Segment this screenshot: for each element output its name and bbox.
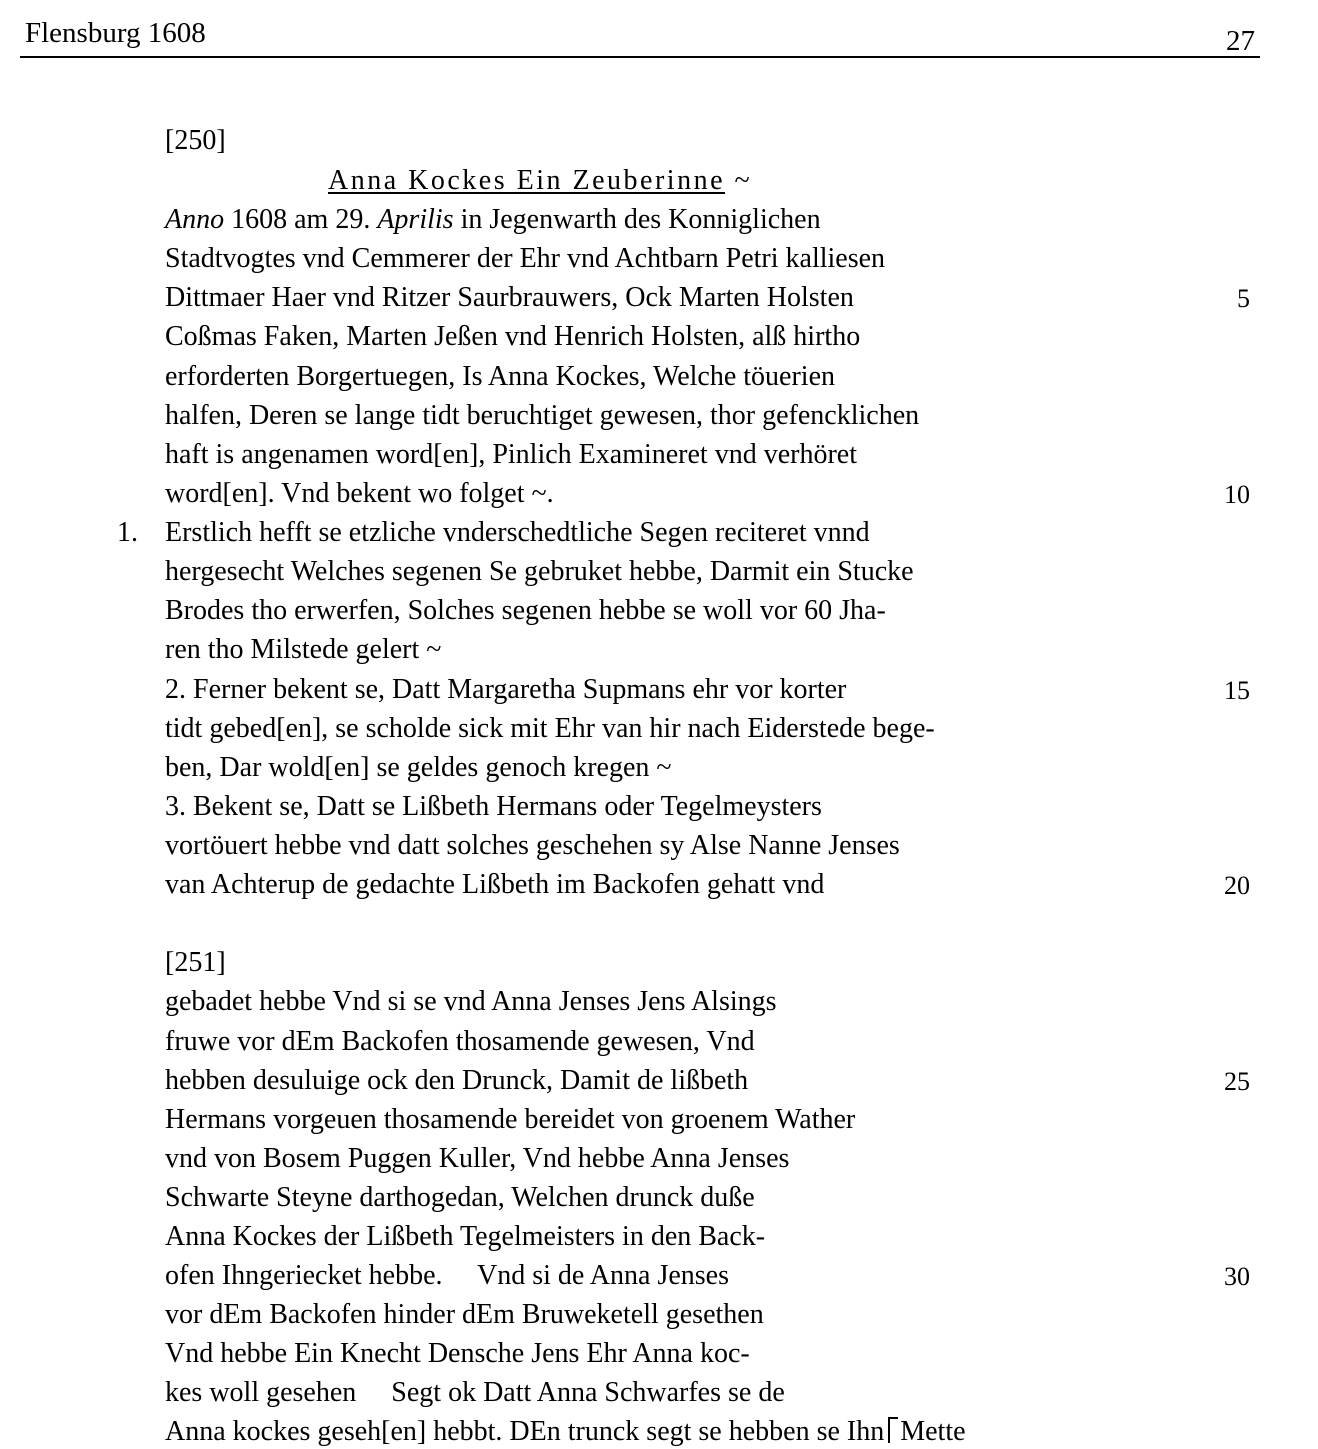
text-line: Brodes tho erwerfen, Solches segenen hebbe se woll vor 60 Jha- bbox=[165, 595, 886, 626]
text-line: Stadtvogtes vnd Cemmerer der Ehr vnd Achtbarn Petri kalliesen bbox=[165, 243, 886, 274]
line-number: 5 bbox=[1237, 284, 1250, 313]
line-number: 10 bbox=[1224, 480, 1250, 509]
text-line: Dittmaer Haer vnd Ritzer Saurbrauwers, Ock Marten Holsten bbox=[165, 282, 854, 313]
text-line: Schwarte Steyne darthogedan, Welchen drunck duße bbox=[165, 1182, 755, 1213]
list-number: 1. bbox=[117, 517, 138, 548]
text-line: ofen Ihngeriecket hebbe. Vnd si de Anna Jenses bbox=[165, 1260, 729, 1291]
text-line: vnd von Bosem Puggen Kuller, Vnd hebbe Anna Jenses bbox=[165, 1143, 790, 1174]
line-segment: 1608 am 29. bbox=[224, 204, 378, 235]
text-line: halfen, Deren se lange tidt beruchtiget gewesen, thor gefencklichen bbox=[165, 400, 920, 431]
line-segment: in Jegenwarth des Konniglichen bbox=[453, 204, 821, 235]
text-line: vortöuert hebbe vnd datt solches geschehen sy Alse Nanne Jenses bbox=[165, 830, 900, 861]
text-line: hergesecht Welches segenen Se gebruket hebbe, Darmit ein Stucke bbox=[165, 556, 914, 587]
document-title bbox=[328, 164, 752, 198]
header-title: Flensburg 1608 bbox=[25, 17, 206, 49]
anno-word: Anno bbox=[165, 204, 225, 235]
text-line: ben, Dar wold[en] se geldes genoch kregen ~ bbox=[165, 752, 672, 783]
text-line: Erstlich hefft se etzliche vnderschedtliche Segen reciteret vnnd bbox=[165, 517, 870, 548]
line-segment: Anna kockes geseh[en] hebbt. DEn trunck segt se hebben se Ihn bbox=[165, 1416, 885, 1447]
text-line: ren tho Milstede gelert ~ bbox=[165, 634, 442, 665]
text-line: Coßmas Faken, Marten Jeßen vnd Henrich Holsten, alß hirtho bbox=[165, 321, 861, 352]
text-line: haft is angenamen word[en], Pinlich Examineret vnd verhöret bbox=[165, 439, 857, 470]
text-line: Anna Kockes der Lißbeth Tegelmeisters in den Back- bbox=[165, 1221, 766, 1252]
text-line: tidt gebed[en], se scholde sick mit Ehr van hir nach Eiderstede bege- bbox=[165, 713, 935, 744]
text-line: Vnd hebbe Ein Knecht Densche Jens Ehr Anna koc- bbox=[165, 1338, 750, 1369]
text-line: kes woll gesehen Segt ok Datt Anna Schwarfes se de bbox=[165, 1377, 785, 1408]
page-number: 27 bbox=[1226, 25, 1255, 57]
text-line: word[en]. Vnd bekent wo folget ~. bbox=[165, 478, 554, 509]
text-line: fruwe vor dEm Backofen thosamende gewesen, Vnd bbox=[165, 1026, 755, 1057]
text-line: van Achterup de gedachte Lißbeth im Backofen gehatt vnd bbox=[165, 869, 825, 900]
text-line: 3. Bekent se, Datt se Lißbeth Hermans oder Tegelmeysters bbox=[165, 791, 822, 822]
text-line: vor dEm Backofen hinder dEm Bruweketell gesethen bbox=[165, 1299, 764, 1330]
line-number: 15 bbox=[1224, 676, 1250, 705]
title-text: Anna Kockes Ein Zeuberinne bbox=[328, 165, 725, 196]
aprilis-word: Aprilis bbox=[377, 204, 454, 235]
line-segment: Mette bbox=[900, 1416, 966, 1447]
text-line: 2. Ferner bekent se, Datt Margaretha Supmans ehr vor korter bbox=[165, 674, 847, 705]
line-number: 20 bbox=[1224, 871, 1250, 900]
text-line: gebadet hebbe Vnd si se vnd Anna Jenses Jens Alsings bbox=[165, 986, 777, 1017]
text-line: Hermans vorgeuen thosamende bereidet von groenem Wather bbox=[165, 1104, 856, 1135]
text-line bbox=[165, 203, 821, 237]
section-marker: [251] bbox=[165, 947, 226, 978]
running-header bbox=[20, 0, 1260, 58]
text-line: hebben desuluige ock den Drunck, Damit de lißbeth bbox=[165, 1065, 749, 1096]
section-marker: [250] bbox=[165, 125, 226, 156]
line-number: 25 bbox=[1224, 1067, 1250, 1096]
line-number: 30 bbox=[1224, 1262, 1250, 1291]
insertion-bracket-icon bbox=[888, 1417, 898, 1443]
title-suffix: ~ bbox=[734, 165, 753, 196]
text-line: erforderten Borgertuegen, Is Anna Kockes, Welche töuerien bbox=[165, 361, 836, 392]
